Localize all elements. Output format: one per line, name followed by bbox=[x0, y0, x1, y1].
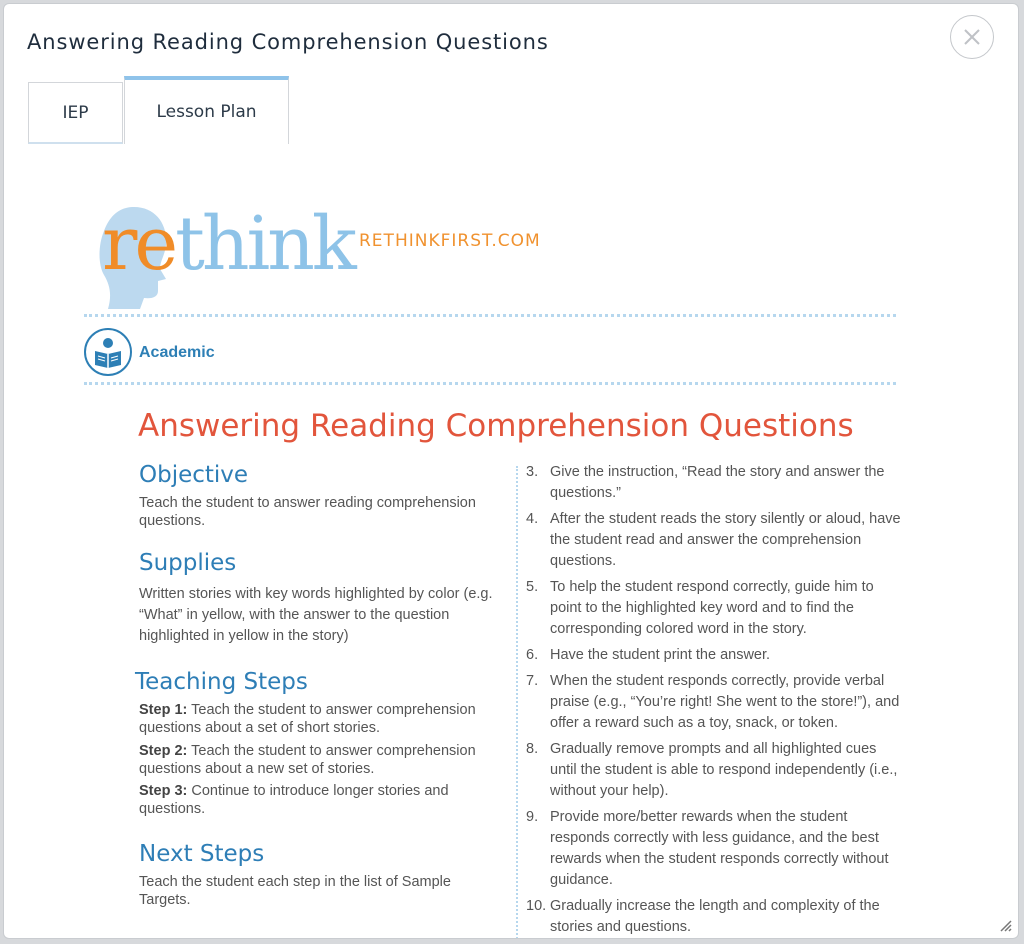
teaching-step-1 bbox=[139, 701, 499, 737]
supplies-heading: Supplies bbox=[139, 550, 237, 576]
tab-bar bbox=[28, 76, 1008, 144]
close-button[interactable] bbox=[950, 15, 994, 59]
objective-heading: Objective bbox=[139, 462, 249, 488]
teaching-step-2 bbox=[139, 742, 499, 778]
supplies-text: Written stories with key words highlighted by color (e.g. “What” in yellow, with the answer to the question highlighted in yellow in the story) bbox=[139, 586, 493, 644]
next-steps-text: Teach the student each step in the list of Sample Targets. bbox=[139, 874, 451, 908]
logo-re: re bbox=[102, 201, 176, 287]
column-divider bbox=[516, 466, 518, 939]
lesson-modal bbox=[3, 3, 1019, 939]
item-text: Provide more/better rewards when the student responds correctly with less guidance, and the best rewards when the student responds correctly without guidance. bbox=[550, 809, 889, 888]
item-number: 10. bbox=[526, 898, 547, 914]
divider-bottom bbox=[84, 382, 896, 385]
list-item bbox=[526, 577, 901, 640]
item-number: 6. bbox=[526, 647, 539, 663]
logo-think: think bbox=[175, 201, 354, 287]
numbered-steps-list bbox=[526, 462, 901, 939]
list-item bbox=[526, 645, 901, 666]
next-steps-heading: Next Steps bbox=[139, 841, 265, 867]
list-item bbox=[526, 896, 901, 938]
teaching-steps-heading: Teaching Steps bbox=[135, 669, 308, 695]
close-icon bbox=[962, 27, 982, 47]
item-text: Gradually remove prompts and all highlighted cues until the student is able to respond independently (i.e., without your help). bbox=[550, 741, 898, 799]
item-number: 5. bbox=[526, 579, 539, 595]
item-number: 4. bbox=[526, 511, 539, 527]
tab-iep[interactable]: IEP bbox=[28, 82, 123, 144]
reader-glyph bbox=[91, 335, 125, 369]
objective-text: Teach the student to answer reading comprehension questions. bbox=[139, 495, 476, 529]
step-text: Continue to introduce longer stories and questions. bbox=[139, 783, 449, 817]
item-text: After the student reads the story silently or aloud, have the student read and answer the comprehension questions. bbox=[550, 511, 901, 569]
logo-url: RETHINKFIRST.COM bbox=[359, 231, 541, 251]
list-item bbox=[526, 671, 901, 734]
lesson-plan-document bbox=[4, 144, 1019, 939]
modal-title: Answering Reading Comprehension Questions bbox=[27, 30, 549, 54]
list-item bbox=[526, 807, 901, 891]
tab-lesson-plan[interactable]: Lesson Plan bbox=[124, 76, 289, 144]
step-label: Step 1: bbox=[139, 702, 188, 718]
step-label: Step 2: bbox=[139, 743, 188, 759]
step-label: Step 3: bbox=[139, 783, 188, 799]
resize-grip-icon[interactable] bbox=[1000, 920, 1012, 932]
item-text: To help the student respond correctly, guide him to point to the highlighted key word and to find the corresponding colored word in the story. bbox=[550, 579, 874, 637]
item-number: 7. bbox=[526, 673, 539, 689]
list-item bbox=[526, 509, 901, 572]
logo-wordmark bbox=[102, 189, 354, 299]
list-item bbox=[526, 462, 901, 504]
step-text: Teach the student to answer comprehension questions about a set of short stories. bbox=[139, 702, 476, 736]
item-number: 8. bbox=[526, 741, 539, 757]
rethink-logo bbox=[94, 189, 554, 309]
category-label: Academic bbox=[139, 344, 215, 361]
list-item bbox=[526, 739, 901, 802]
step-text: Teach the student to answer comprehension questions about a new set of stories. bbox=[139, 743, 476, 777]
item-number: 3. bbox=[526, 464, 539, 480]
item-text: Have the student print the answer. bbox=[550, 647, 771, 663]
divider-top bbox=[84, 314, 896, 317]
document-title: Answering Reading Comprehension Questions bbox=[138, 408, 854, 444]
item-text: Gradually increase the length and complexity of the stories and questions. bbox=[550, 898, 880, 935]
item-text: When the student responds correctly, provide verbal praise (e.g., “You’re right! She went to the store!”), and offer a reward such as a toy, snack, or token. bbox=[550, 673, 900, 731]
item-text: Give the instruction, “Read the story and answer the questions.” bbox=[550, 464, 885, 501]
teaching-step-3 bbox=[139, 782, 499, 818]
reading-book-icon bbox=[84, 328, 132, 376]
item-number: 9. bbox=[526, 809, 539, 825]
